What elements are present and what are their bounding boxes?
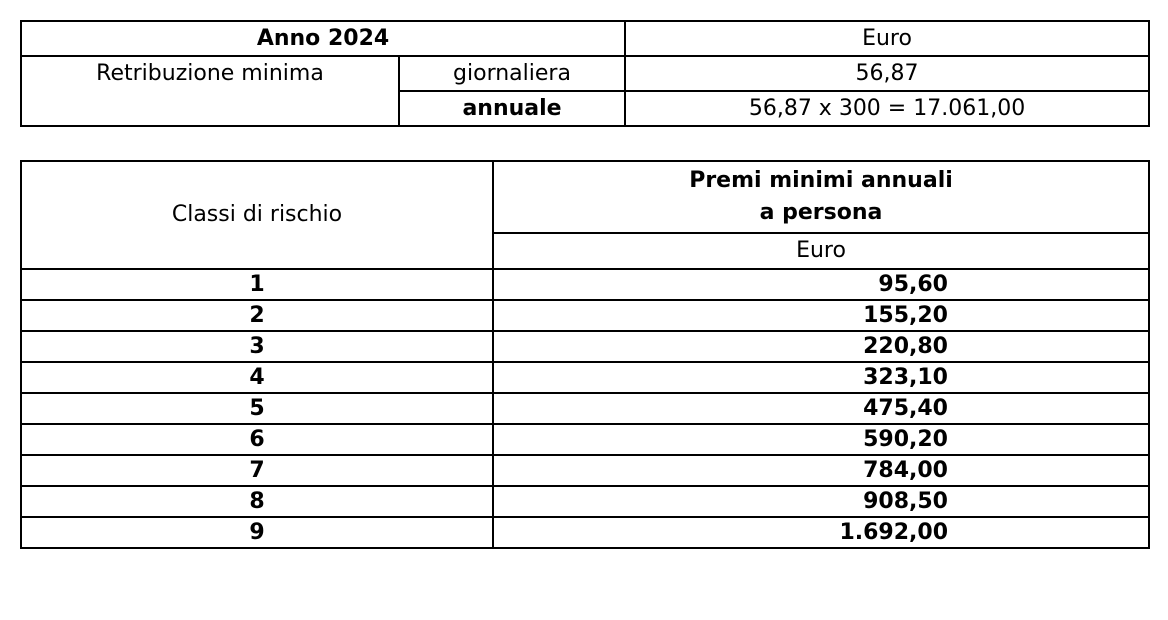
premium-cell: 220,80	[493, 331, 1149, 362]
premium-cell: 475,40	[493, 393, 1149, 424]
risk-class-cell: 5	[21, 393, 493, 424]
risk-class-cell: 2	[21, 300, 493, 331]
premium-cell: 155,20	[493, 300, 1149, 331]
premium-cell: 590,20	[493, 424, 1149, 455]
currency-header: Euro	[625, 21, 1149, 56]
risk-class-cell: 1	[21, 269, 493, 300]
premium-cell: 323,10	[493, 362, 1149, 393]
minimum-wage-table	[20, 20, 1150, 127]
premium-cell: 1.692,00	[493, 517, 1149, 548]
table-row	[21, 486, 1149, 517]
premium-currency-header: Euro	[493, 233, 1149, 269]
table-row	[21, 331, 1149, 362]
risk-class-header: Classi di rischio	[21, 161, 493, 269]
premium-header-line1: Premi minimi annuali	[689, 168, 953, 193]
risk-class-cell: 8	[21, 486, 493, 517]
annual-value: 56,87 x 300 = 17.061,00	[625, 91, 1149, 126]
premium-cell: 95,60	[493, 269, 1149, 300]
risk-class-cell: 9	[21, 517, 493, 548]
premium-header-line2: a persona	[759, 200, 883, 225]
table-row	[21, 517, 1149, 548]
table-row	[21, 455, 1149, 486]
annual-label: annuale	[399, 91, 625, 126]
table-row	[21, 300, 1149, 331]
daily-value: 56,87	[625, 56, 1149, 91]
risk-class-cell: 4	[21, 362, 493, 393]
table-header-row	[21, 161, 1149, 233]
table-row	[21, 269, 1149, 300]
premium-header	[493, 161, 1149, 233]
min-wage-label: Retribuzione minima	[21, 56, 399, 126]
premium-cell: 784,00	[493, 455, 1149, 486]
risk-class-premium-table	[20, 160, 1150, 549]
risk-class-cell: 6	[21, 424, 493, 455]
risk-class-cell: 7	[21, 455, 493, 486]
table-row	[21, 21, 1149, 56]
premium-cell: 908,50	[493, 486, 1149, 517]
risk-class-cell: 3	[21, 331, 493, 362]
table-row	[21, 393, 1149, 424]
table-row	[21, 362, 1149, 393]
daily-label: giornaliera	[399, 56, 625, 91]
table-row	[21, 56, 1149, 91]
table-row	[21, 424, 1149, 455]
year-header: Anno 2024	[21, 21, 625, 56]
